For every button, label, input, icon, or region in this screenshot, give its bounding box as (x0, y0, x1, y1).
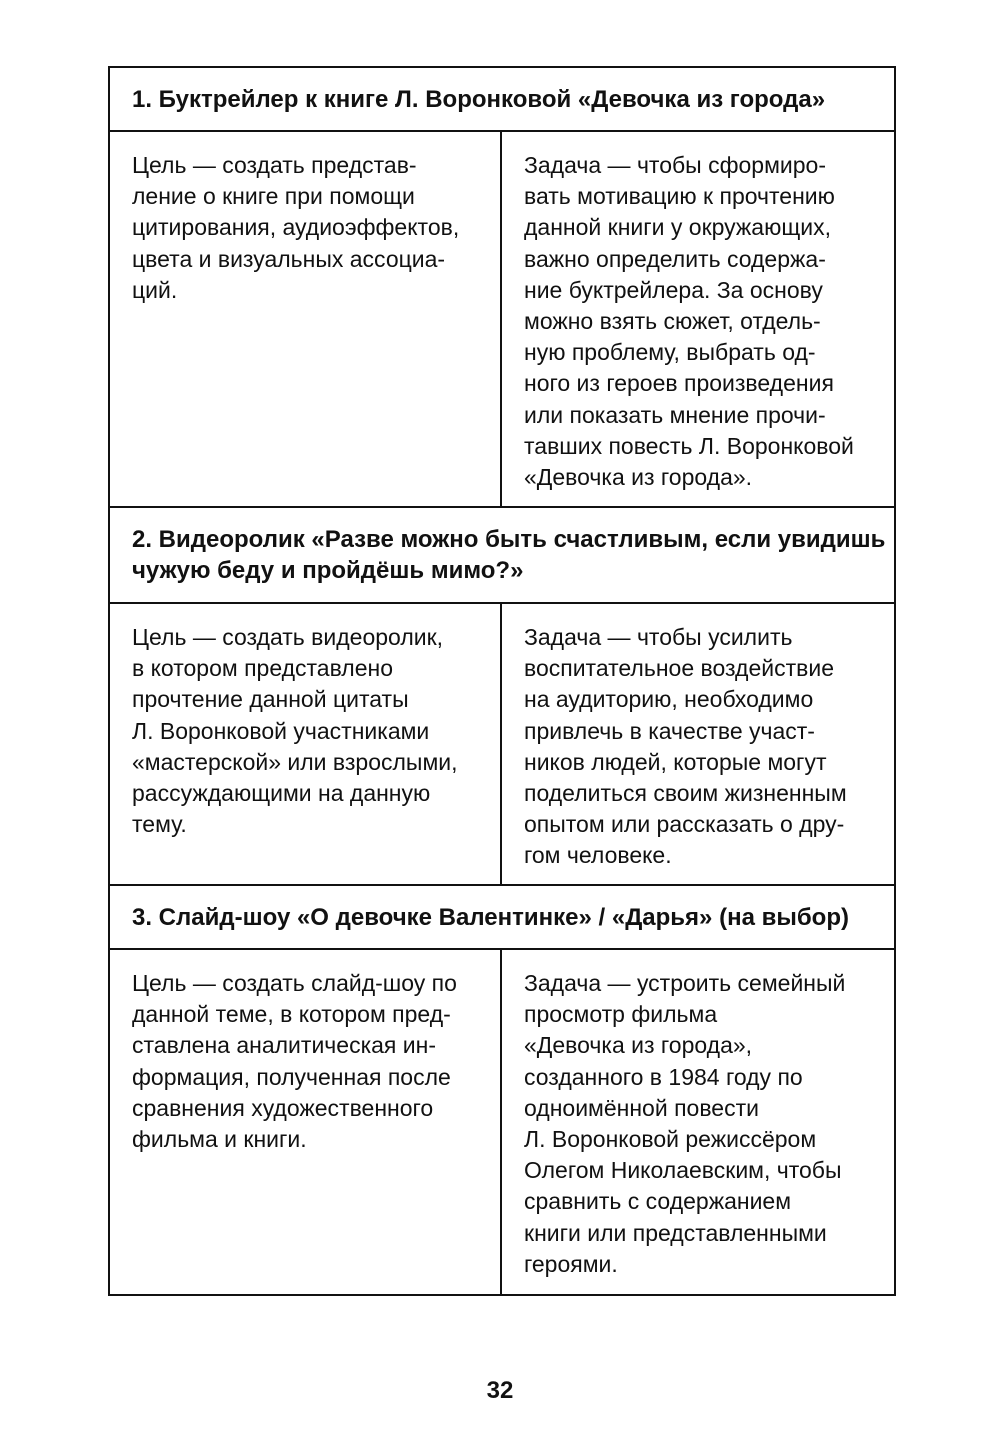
task-line: Задача — чтобы усилить (524, 624, 793, 650)
task-line: сравнить с содержанием (524, 1188, 792, 1215)
task-line: созданного в 1984 году по (524, 1063, 803, 1090)
task-line: на аудиторию, необходимо (524, 686, 814, 713)
task-line: данной книги у окружающих, (524, 214, 832, 241)
task-line: книги или представленными (524, 1219, 827, 1246)
goal-line: в котором представлено (132, 655, 393, 682)
section-2-title-line: чужую беду и пройдёшь мимо?» (132, 557, 524, 584)
goal-line: сравнения художественного (132, 1094, 434, 1121)
goal-line: Цель — создать слайд-шоу по (132, 970, 457, 996)
section-2-title (132, 524, 885, 586)
section-1-header (110, 68, 894, 132)
section-1-title (132, 84, 825, 115)
task-line: Задача — устроить семейный (524, 970, 846, 996)
task-line: Задача — чтобы сформиро- (524, 152, 826, 178)
goal-line: тему. (132, 811, 187, 838)
section-2-goal (110, 604, 502, 884)
section-2-title-line: 2. Видеоролик «Разве можно быть счастливым, если увидишь (132, 526, 886, 553)
task-line: «Девочка из города». (524, 464, 753, 491)
section-3-task (502, 950, 894, 1294)
goal-line: «мастерской» или взрослыми, (132, 748, 458, 775)
section-3-goal (110, 950, 502, 1294)
task-line: ного из героев произведения (524, 370, 834, 397)
task-line: важно определить содержа- (524, 245, 826, 272)
section-1-title-line: 1. Буктрейлер к книге Л. Воронковой «Девочка из города» (132, 85, 826, 113)
goal-line: Цель — создать видеоролик, (132, 624, 444, 650)
section-2-header (110, 508, 894, 604)
task-line: «Девочка из города», (524, 1032, 753, 1059)
goal-line: формация, полученная после (132, 1063, 451, 1090)
goal-line: ций. (132, 276, 178, 303)
task-line: ную проблему, выбрать од- (524, 339, 816, 366)
goal-line: прочтение данной цитаты (132, 686, 409, 713)
section-1-task (502, 132, 894, 506)
task-line: ников людей, которые могут (524, 748, 827, 775)
section-1-body (110, 132, 894, 508)
section-2-task (502, 604, 894, 884)
task-line: Олегом Николаевским, чтобы (524, 1157, 842, 1184)
task-line: героями. (524, 1250, 618, 1277)
goal-line: Л. Воронковой участниками (132, 717, 430, 744)
goal-line: рассуждающими на данную (132, 780, 431, 807)
goal-line: Цель — создать представ- (132, 152, 417, 178)
task-line: просмотр фильма (524, 1001, 718, 1028)
goal-line: ление о книге при помощи (132, 183, 415, 210)
goal-line: фильма и книги. (132, 1126, 307, 1153)
section-3-title-line: 3. Слайд-шоу «О девочке Валентинке» / «Дарья» (на выбор) (132, 903, 849, 931)
task-line: или показать мнение прочи- (524, 401, 826, 428)
task-line: ние буктрейлера. За основу (524, 276, 823, 303)
section-2-body (110, 604, 894, 886)
section-1-goal (110, 132, 502, 506)
task-line: гом человеке. (524, 842, 672, 869)
task-line: опытом или рассказать о дру- (524, 811, 845, 838)
section-3-header (110, 886, 894, 950)
task-line: вать мотивацию к прочтению (524, 183, 835, 210)
section-3-body (110, 950, 894, 1294)
goal-line: ставлена аналитическая ин- (132, 1032, 436, 1059)
activities-table (108, 66, 896, 1296)
task-line: тавших повесть Л. Воронковой (524, 432, 854, 459)
task-line: одноимённой повести (524, 1094, 759, 1121)
task-line: Л. Воронковой режиссёром (524, 1126, 817, 1153)
page-number: 32 (486, 1377, 514, 1404)
task-line: поделиться своим жизненным (524, 780, 847, 807)
section-3-title (132, 902, 849, 933)
task-line: привлечь в качестве участ- (524, 717, 815, 744)
goal-line: данной теме, в котором пред- (132, 1001, 451, 1028)
goal-line: цитирования, аудиоэффектов, (132, 214, 460, 241)
task-line: можно взять сюжет, отдель- (524, 308, 821, 335)
task-line: воспитательное воздействие (524, 655, 834, 682)
goal-line: цвета и визуальных ассоциа- (132, 245, 446, 272)
